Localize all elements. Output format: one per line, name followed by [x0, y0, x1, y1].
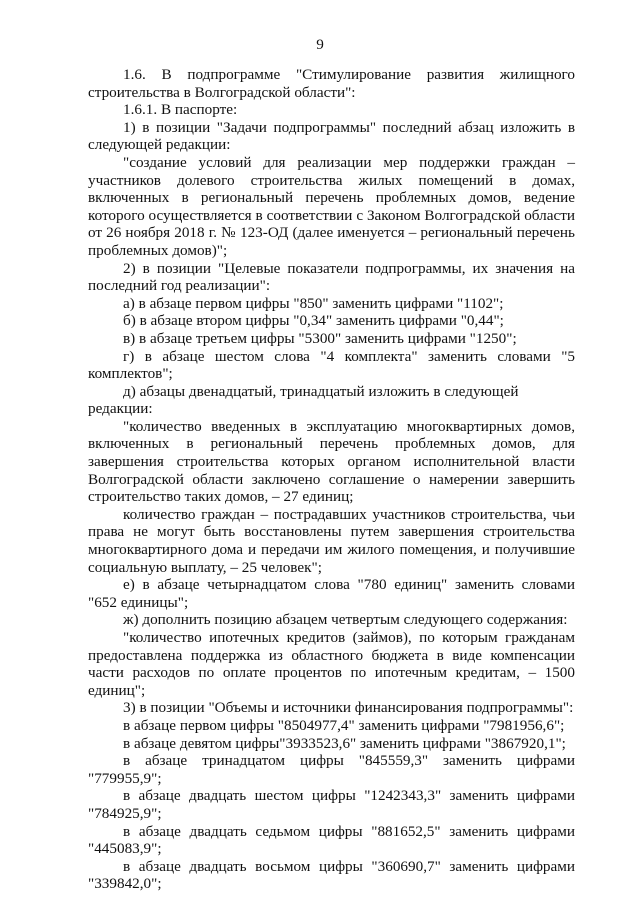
- paragraph-item-2b: б) в абзаце втором цифры "0,34" заменить цифрами "0,44";: [123, 312, 504, 330]
- paragraph-item-2g: г) в абзаце шестом слова "4 комплекта" заменить словами "5 комплектов";: [88, 347, 575, 383]
- paragraph-1-6: 1.6. В подпрограмме "Стимулирование развития жилищного строительства в Волгоградской области":: [88, 66, 575, 101]
- paragraph-1-6-1: 1.6.1. В паспорте:: [123, 101, 238, 119]
- paragraph-item-2: 2) в позиции "Целевые показатели подпрограммы, их значения на последний год реализации":: [88, 259, 575, 295]
- paragraph-quote-citizens: количество граждан – пострадавших участников строительства, чьи права не могут быть восстановлены путем завершения строительства многоквартирного дома и передачи им жилого помещения, и получившие социальную выплату, – 25 человек";: [88, 505, 575, 576]
- paragraph-item-3-first: в абзаце первом цифры "8504977,4" заменить цифрами "7981956,6";: [123, 716, 565, 734]
- paragraph-item-2zh: ж) дополнить позицию абзацем четвертым следующего содержания:: [123, 611, 568, 629]
- paragraph-item-3: 3) в позиции "Объемы и источники финансирования подпрограммы":: [123, 699, 574, 717]
- paragraph-quote-mortgage: "количество ипотечных кредитов (займов), по которым гражданам предоставлена поддержка из областного бюджета в виде компенсации части расходов по оплате процентов по ипотечным кредитам, – 1500 единиц";: [88, 629, 575, 699]
- paragraph-item-2a: а) в абзаце первом цифры "850" заменить цифрами "1102";: [123, 294, 504, 312]
- paragraph-item-1: 1) в позиции "Задачи подпрограммы" последний абзац изложить в следующей редакции:: [88, 118, 575, 154]
- paragraph-item-3-twenty-eighth: в абзаце двадцать восьмом цифры "360690,7" заменить цифрами "339842,0";: [88, 857, 575, 893]
- paragraph-item-3-twenty-sixth: в абзаце двадцать шестом цифры "1242343,3" заменить цифрами "784925,9";: [88, 787, 575, 822]
- document-body: [88, 66, 575, 893]
- paragraph-item-2e: е) в абзаце четырнадцатом слова "780 единиц" заменить словами "652 единицы";: [88, 576, 575, 611]
- page-number: 9: [316, 36, 324, 53]
- paragraph-item-3-thirteenth: в абзаце тринадцатом цифры "845559,3" заменить цифрами "779955,9";: [88, 752, 575, 787]
- paragraph-item-2d: д) абзацы двенадцатый, тринадцатый изложить в следующей редакции:: [88, 382, 519, 418]
- paragraph-quote-tasks: "создание условий для реализации мер поддержки граждан – участников долевого строительства жилых помещений в домах, включенных в региональный перечень проблемных домов, ведение которого осуществляется в соответствии с Законом Волгоградской области от 26 ноября 2018 г. № 123-ОД (далее именуется – региональный перечень проблемных домов)";: [88, 153, 575, 259]
- paragraph-item-3-twenty-seventh: в абзаце двадцать седьмом цифры "881652,5" заменить цифрами "445083,9";: [88, 822, 575, 858]
- paragraph-item-2v: в) в абзаце третьем цифры "5300" заменить цифрами "1250";: [123, 329, 517, 347]
- paragraph-item-3-ninth: в абзаце девятом цифры"3933523,6" заменить цифрами "3867920,1";: [123, 734, 566, 752]
- paragraph-quote-houses: "количество введенных в эксплуатацию многоквартирных домов, включенных в региональный перечень проблемных домов, для завершения строительства которых органом исполнительной власти Волгоградской области заключено соглашение о намерении завершить строительство таких домов, – 27 единиц;: [88, 417, 575, 506]
